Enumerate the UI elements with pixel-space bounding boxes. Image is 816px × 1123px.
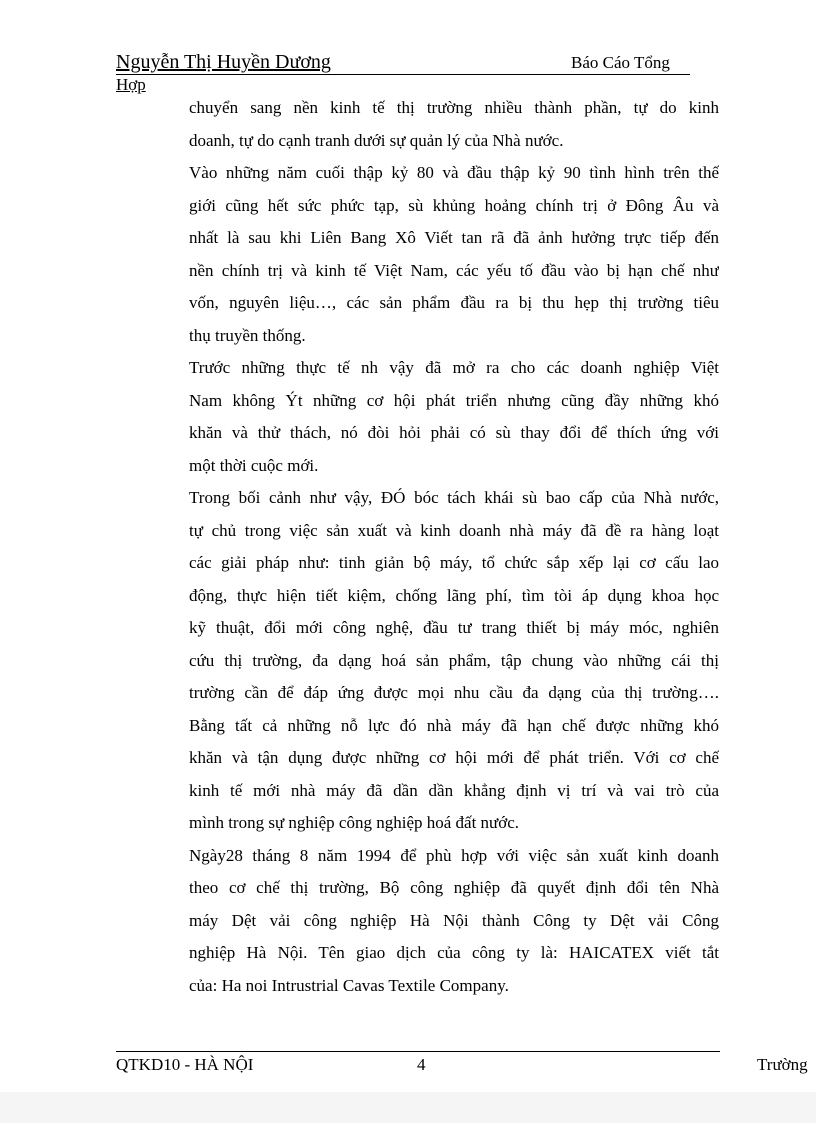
body-line: Ngày28 tháng 8 năm 1994 để phù hợp với việc sản xuất kinh doanh: [189, 845, 719, 865]
body-line: giới cũng hết sức phức tạp, sù khủng hoảng chính trị ở Đông Âu và: [189, 195, 719, 215]
body-line: tự chủ trong việc sản xuất và kinh doanh nhà máy đã đề ra hàng loạt: [189, 520, 719, 540]
page-number: 4: [417, 1055, 426, 1074]
body-line: mình trong sự nghiệp công nghiệp hoá đất nước.: [189, 813, 520, 832]
header-author: Nguyễn Thị Huyền Dương: [116, 51, 331, 73]
footer-school-label: Trường: [757, 1055, 808, 1074]
header-report-title-continued: Hợp: [116, 75, 146, 94]
header-report-title: Báo Cáo Tổng: [571, 53, 670, 72]
body-line: kinh tế mới nhà máy đã dần dần khẳng định vị trí và vai trò của: [189, 780, 719, 800]
body-line: chuyển sang nền kinh tế thị trường nhiều thành phần, tự do kinh: [189, 98, 719, 117]
body-line: nghiệp Hà Nội. Tên giao dịch của công ty là: HAICATEX viết tắt: [189, 943, 719, 962]
body-line: khăn và thử thách, nó đòi hỏi phải có sù thay đổi để thích ứng với: [189, 423, 719, 442]
body-line: theo cơ chế thị trường, Bộ công nghiệp đã quyết định đổi tên Nhà: [189, 878, 719, 897]
page-header: [116, 50, 690, 75]
footer-rule: [116, 1051, 720, 1052]
body-line: Trong bối cảnh như vậy, ĐÓ bóc tách khái sù bao cấp của Nhà nước,: [189, 488, 719, 507]
body-line: Trước những thực tế nh vậy đã mở ra cho các doanh nghiệp Việt: [189, 358, 719, 377]
body-line: động, thực hiện tiết kiệm, chống lãng phí, tìm tòi áp dụng khoa học: [189, 585, 719, 605]
body-line: cứu thị trường, đa dạng hoá sản phẩm, tập chung vào những cái thị: [189, 650, 719, 670]
body-line: máy Dệt vải công nghiệp Hà Nội thành Công ty Dệt vải Công: [189, 910, 719, 930]
body-text: [189, 92, 719, 1002]
body-line: nền chính trị và kinh tế Việt Nam, các yếu tố đầu vào bị hạn chế như: [189, 260, 719, 280]
body-line: các giải pháp như: tinh giản bộ máy, tổ chức sắp xếp lại cơ cấu lao: [189, 553, 719, 572]
body-line: của: Ha noi Intrustrial Cavas Textile Company.: [189, 975, 509, 995]
body-line: nhất là sau khi Liên Bang Xô Viết tan rã đã ảnh hưởng trực tiếp đến: [189, 228, 719, 247]
body-line: doanh, tự do cạnh tranh dưới sự quản lý của Nhà nước.: [189, 130, 564, 150]
body-line: thụ truyền thống.: [189, 325, 306, 345]
page-bottom-margin: [0, 1092, 816, 1123]
body-line: khăn và tận dụng được những cơ hội mới để phát triển. Với cơ chế: [189, 748, 719, 767]
body-line: một thời cuộc mới.: [189, 455, 319, 475]
footer-class-label: QTKD10 - HÀ NỘI: [116, 1055, 254, 1074]
body-line: trường cần để đáp ứng được mọi nhu cầu đa dạng của thị trường….: [189, 683, 719, 702]
body-line: Bằng tất cả những nỗ lực đó nhà máy đã hạn chế được những khó: [189, 715, 719, 735]
body-line: vốn, nguyên liệu…, các sản phẩm đầu ra bị thu hẹp thị trường tiêu: [189, 293, 719, 312]
body-line: kỹ thuật, đổi mới công nghệ, đầu tư trang thiết bị máy móc, nghiên: [189, 618, 719, 637]
body-line: Vào những năm cuối thập kỷ 80 và đầu thập kỷ 90 tình hình trên thế: [189, 163, 719, 182]
body-line: Nam không Ýt những cơ hội phát triển nhưng cũng đầy những khó: [189, 390, 719, 410]
